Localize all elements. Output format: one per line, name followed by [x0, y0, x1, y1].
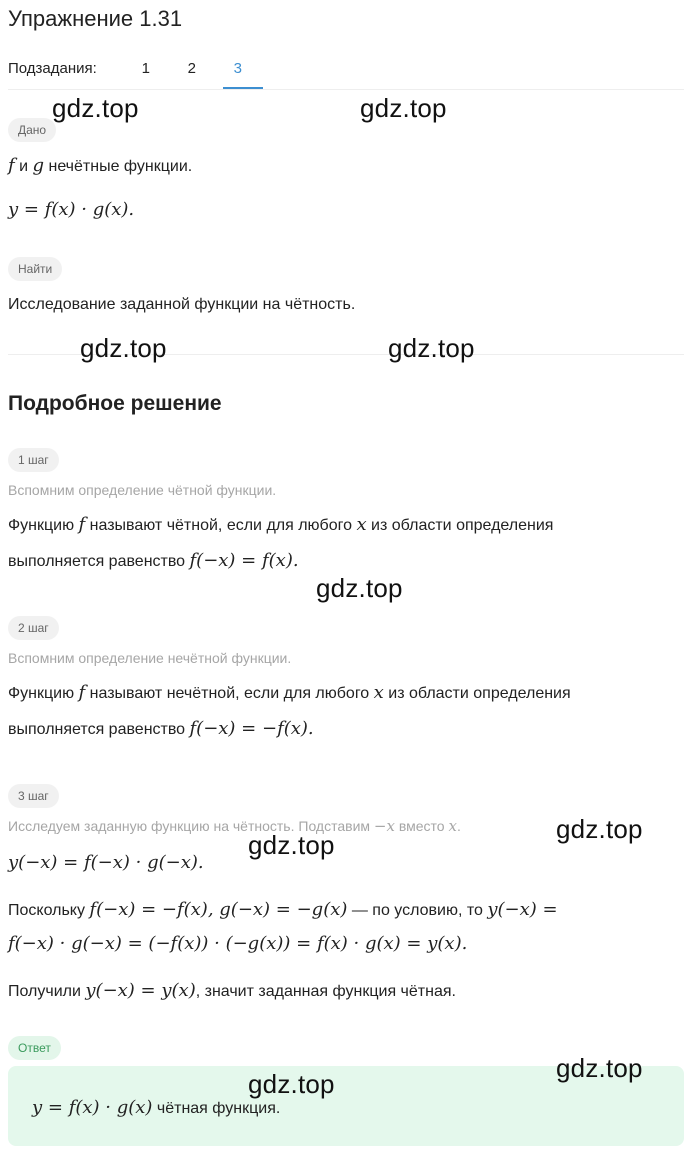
find-text: Исследование заданной функции на чётность. [8, 296, 356, 313]
step-3-formula: y(−x) = f(−x) · g(−x). [8, 852, 204, 873]
solution-heading: Подробное решение [8, 392, 222, 415]
subtasks-bar [8, 60, 261, 77]
given-chip: Дано [8, 118, 56, 142]
text: , значит заданная функция чётная. [195, 983, 456, 1000]
var-f: f [78, 514, 86, 535]
text: выполняется равенство [8, 721, 190, 738]
text: Функцию [8, 517, 79, 534]
step-2-line-1 [8, 682, 571, 705]
step-1-line-1 [8, 514, 553, 537]
watermark: gdz.top [52, 93, 139, 123]
watermark: gdz.top [248, 830, 335, 860]
watermark: gdz.top [556, 814, 643, 844]
divider [8, 89, 684, 90]
given-and: и [14, 158, 33, 175]
watermark: gdz.top [360, 93, 447, 123]
var-f: f [8, 155, 15, 176]
math: −x [373, 817, 395, 835]
answer-formula: y = f(x) · g(x) [32, 1097, 153, 1118]
step-2-line-2 [8, 718, 314, 741]
text: называют нечётной, если для любого [85, 685, 374, 702]
subtask-tab-2[interactable]: 2 [187, 60, 196, 77]
text: Поскольку [8, 902, 90, 919]
answer-text [32, 1097, 280, 1120]
page-title: Упражнение 1.31 [8, 6, 183, 31]
step-3-chip: 3 шаг [8, 784, 59, 808]
answer-chip: Ответ [8, 1036, 61, 1060]
formula: f(−x) = f(x). [189, 550, 299, 571]
text: Получили [8, 983, 86, 1000]
math: y(−x) = y(x) [85, 980, 196, 1001]
given-line [8, 155, 192, 178]
subtasks-label: Подзадания: [8, 60, 97, 77]
text: называют чётной, если для любого [85, 517, 357, 534]
text: Исследуем заданную функцию на чётность. Подставим [8, 818, 374, 834]
step-1-hint: Вспомним определение чётной функции. [8, 482, 277, 498]
var-x: x [373, 682, 384, 703]
watermark: gdz.top [556, 1053, 643, 1083]
var-x: x [356, 514, 367, 535]
given-text: нечётные функции. [44, 158, 193, 175]
subtask-tab-1[interactable]: 1 [141, 60, 150, 77]
watermark: gdz.top [388, 333, 475, 363]
watermark: gdz.top [80, 333, 167, 363]
step-2-hint: Вспомним определение нечётной функции. [8, 650, 292, 666]
math: x [448, 817, 457, 835]
step-3-line-3 [8, 980, 456, 1003]
text: выполняется равенство [8, 553, 190, 570]
given-formula: y = f(x) · g(x). [8, 199, 135, 220]
watermark: gdz.top [316, 573, 403, 603]
find-chip: Найти [8, 257, 62, 281]
text: Функцию [8, 685, 79, 702]
text: из области определения [383, 685, 571, 702]
step-1-line-2 [8, 550, 299, 573]
var-f: f [78, 682, 86, 703]
formula: f(−x) = −f(x). [189, 718, 314, 739]
text: — по условию, то [347, 902, 488, 919]
watermark: gdz.top [248, 1069, 335, 1099]
step-3-line-1 [8, 899, 558, 922]
subtask-tab-3[interactable]: 3 [233, 60, 242, 77]
math: f(−x) = −f(x), g(−x) = −g(x) [89, 899, 348, 920]
var-g: g [32, 155, 45, 176]
text: вместо [394, 818, 449, 834]
math: y(−x) = [487, 899, 558, 920]
text: чётная функция. [152, 1100, 281, 1117]
text: из области определения [366, 517, 554, 534]
step-3-hint [8, 816, 461, 836]
step-2-chip: 2 шаг [8, 616, 59, 640]
step-1-chip: 1 шаг [8, 448, 59, 472]
text: . [456, 818, 461, 834]
step-3-line-2: f(−x) · g(−x) = (−f(x)) · (−g(x)) = f(x) · g(x) = y(x). [8, 933, 468, 954]
